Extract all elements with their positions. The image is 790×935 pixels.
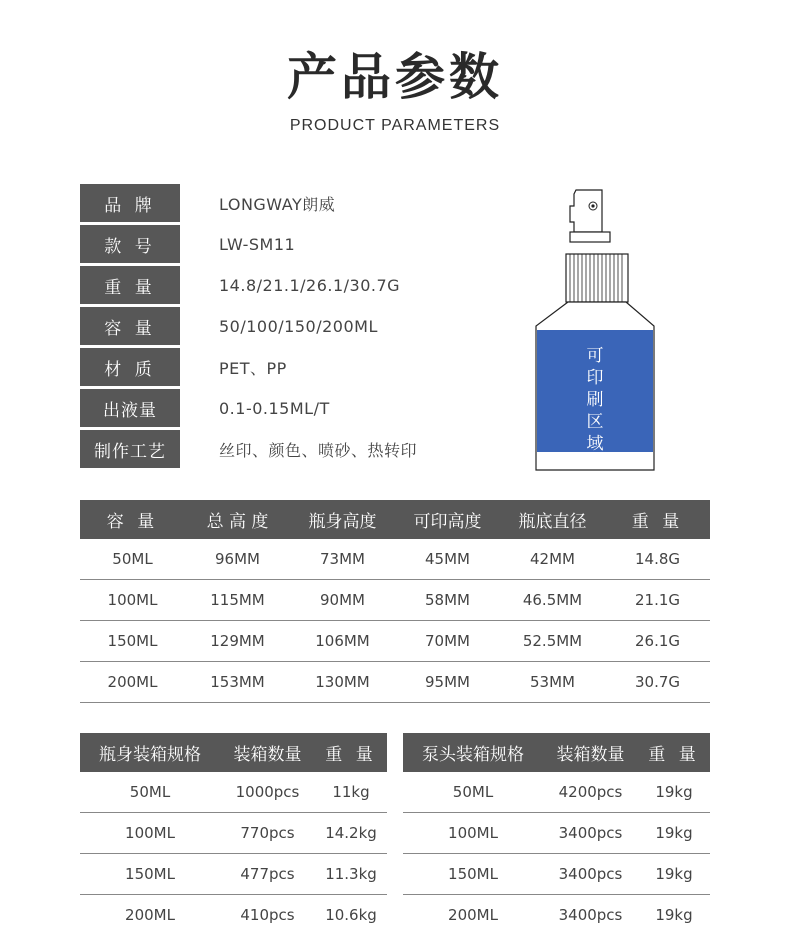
table-row: [80, 539, 710, 580]
table-cell: 90MM: [320, 591, 365, 609]
table-row: [80, 580, 710, 621]
param-value: 14.8/21.1/26.1/30.7G: [219, 275, 401, 295]
table-cell: 46.5MM: [522, 591, 583, 609]
param-label: 材 质: [80, 348, 180, 386]
header-cell: 瓶底直径: [518, 512, 587, 532]
table-cell: 200ML: [125, 906, 175, 924]
header-cell: 总 高 度: [206, 512, 269, 532]
header-cell: 重 量: [631, 512, 684, 532]
table-cell: 770pcs: [240, 824, 295, 842]
spec-table: [80, 500, 710, 703]
param-value: LONGWAY朗威: [219, 194, 336, 214]
table-cell: 96MM: [215, 550, 260, 568]
param-value: 0.1-0.15ML/T: [219, 398, 330, 418]
header-cell: 装箱数量: [556, 745, 625, 765]
param-label: 容 量: [80, 307, 180, 345]
table-row: [80, 813, 387, 854]
table-cell: 52.5MM: [522, 632, 583, 650]
table-cell: 21.1G: [634, 591, 681, 609]
table-cell: 45MM: [425, 550, 470, 568]
table-cell: 14.8G: [634, 550, 681, 568]
table-cell: 3400pcs: [558, 824, 623, 842]
spec-table-header: [80, 500, 710, 539]
header-cell: 瓶身高度: [308, 512, 377, 532]
param-row: [80, 307, 520, 348]
table-cell: 14.2kg: [325, 824, 377, 842]
page-subtitle: PRODUCT PARAMETERS: [289, 117, 501, 134]
table-row: [403, 813, 710, 854]
param-label: 重 量: [80, 266, 180, 304]
table-cell: 42MM: [530, 550, 575, 568]
pump-collar: [570, 232, 610, 242]
param-row: [80, 348, 520, 389]
table-cell: 100ML: [448, 824, 498, 842]
pump-box-table: [403, 733, 710, 935]
table-cell: 50ML: [112, 550, 153, 568]
param-value: 丝印、颜色、喷砂、热转印: [219, 440, 418, 460]
param-label: 款 号: [80, 225, 180, 263]
table-cell: 26.1G: [634, 632, 681, 650]
table-cell: 73MM: [320, 550, 365, 568]
table-cell: 50ML: [129, 783, 171, 801]
table-cell: 4200pcs: [558, 783, 623, 801]
param-value: 50/100/150/200ML: [219, 316, 378, 336]
header-cell: 泵头装箱规格: [422, 745, 524, 765]
table-row: [80, 895, 387, 935]
table-cell: 410pcs: [240, 906, 295, 924]
table-row: [403, 854, 710, 895]
table-cell: 150ML: [107, 632, 158, 650]
table-cell: 19kg: [655, 824, 693, 842]
param-value: PET、PP: [219, 358, 287, 378]
table-cell: 115MM: [210, 591, 265, 609]
print-area-label: 可印刷区域: [586, 346, 604, 454]
param-row: [80, 225, 520, 266]
header-cell: 重 量: [648, 745, 700, 765]
table-row: [403, 772, 710, 813]
header-cell: 装箱数量: [233, 745, 302, 765]
table-cell: 11kg: [332, 783, 370, 801]
table-cell: 53MM: [530, 673, 575, 691]
bottle-box-header: [80, 733, 387, 772]
params-list: [80, 184, 520, 471]
header-cell: 瓶身装箱规格: [99, 745, 201, 765]
table-cell: 95MM: [425, 673, 470, 691]
param-row: [80, 184, 520, 225]
table-cell: 129MM: [210, 632, 265, 650]
param-row: [80, 389, 520, 430]
table-cell: 3400pcs: [558, 906, 623, 924]
table-cell: 10.6kg: [325, 906, 377, 924]
table-row: [80, 662, 710, 703]
header-cell: 容 量: [106, 512, 159, 532]
sprayer-nozzle: [570, 190, 602, 232]
table-cell: 200ML: [107, 673, 158, 691]
table-cell: 19kg: [655, 783, 693, 801]
pump-box-header: [403, 733, 710, 772]
table-cell: 100ML: [107, 591, 158, 609]
table-row: [80, 772, 387, 813]
table-cell: 30.7G: [634, 673, 681, 691]
table-cell: 1000pcs: [235, 783, 300, 801]
table-cell: 106MM: [315, 632, 370, 650]
bottle-cap: [566, 254, 628, 302]
param-label: 出液量: [80, 389, 180, 427]
table-cell: 200ML: [448, 906, 498, 924]
table-cell: 58MM: [425, 591, 470, 609]
table-cell: 3400pcs: [558, 865, 623, 883]
bottle-box-table: [80, 733, 387, 935]
param-row: [80, 266, 520, 307]
table-cell: 150ML: [448, 865, 498, 883]
table-cell: 130MM: [315, 673, 370, 691]
page-title: 产品参数: [287, 48, 503, 106]
table-cell: 19kg: [655, 865, 693, 883]
header-cell: 重 量: [325, 745, 377, 765]
table-cell: 100ML: [125, 824, 175, 842]
table-cell: 70MM: [425, 632, 470, 650]
table-cell: 50ML: [452, 783, 494, 801]
table-row: [403, 895, 710, 935]
table-cell: 477pcs: [240, 865, 295, 883]
param-label: 制作工艺: [80, 430, 180, 468]
table-cell: 150ML: [125, 865, 175, 883]
table-cell: 11.3kg: [325, 865, 377, 883]
table-row: [80, 854, 387, 895]
param-label: 品 牌: [80, 184, 180, 222]
header-cell: 可印高度: [413, 512, 482, 532]
table-row: [80, 621, 710, 662]
table-cell: 153MM: [210, 673, 265, 691]
table-cell: 19kg: [655, 906, 693, 924]
param-value: LW-SM11: [219, 234, 296, 254]
param-row: [80, 430, 520, 471]
